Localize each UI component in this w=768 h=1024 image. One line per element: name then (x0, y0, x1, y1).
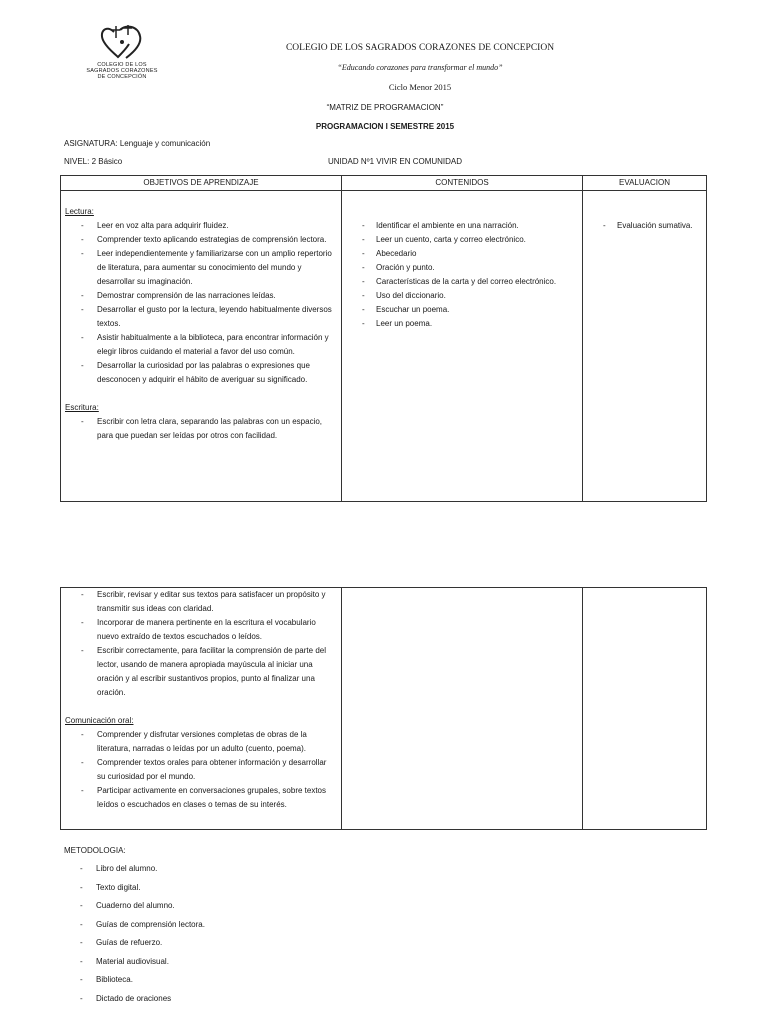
list-item: - Material audiovisual. (80, 957, 205, 976)
subject-label: ASIGNATURA: Lenguaje y comunicación (64, 139, 211, 148)
list-item: - Escribir, revisar y editar sus textos para satisfacer un propósito y transmitir sus ideas con claridad. (61, 588, 341, 616)
oral-heading: Comunicación oral: (65, 716, 134, 725)
table-header-row (61, 176, 707, 191)
objetivos-cell-continued (61, 588, 342, 830)
metodologia-title: METODOLOGIA: (64, 846, 126, 855)
cycle-label: Ciclo Menor 2015 (388, 82, 452, 92)
metodologia-list (80, 864, 205, 1012)
table-row (61, 191, 707, 502)
list-item: - Leer un poema. (358, 317, 582, 331)
list-item: - Uso del diccionario. (358, 289, 582, 303)
list-item: - Biblioteca. (80, 975, 205, 994)
list-item: - Dictado de oraciones (80, 994, 205, 1013)
programming-table (60, 175, 707, 502)
list-item: - Comprender texto aplicando estrategias de comprensión lectora. (61, 233, 341, 247)
list-item: - Identificar el ambiente en una narración. (358, 219, 582, 233)
escritura-heading: Escritura: (65, 403, 99, 412)
list-item: - Leer independientemente y familiarizarse con un amplio repertorio de literatura, para aumentar su conocimiento del mundo y desarrollar su imaginación. (61, 247, 341, 289)
unit-label: UNIDAD Nº1 VIVIR EN COMUNIDAD (328, 157, 463, 166)
level-label: NIVEL: 2 Básico (64, 157, 123, 166)
list-item: - Guías de refuerzo. (80, 938, 205, 957)
list-item: - Texto digital. (80, 883, 205, 902)
evaluacion-cell (583, 191, 707, 502)
matrix-title: “MATRIZ DE PROGRAMACION” (326, 103, 444, 112)
contenidos-cell (342, 191, 583, 502)
school-motto: “Educando corazones para transformar el mundo” (337, 63, 503, 72)
header-objetivos: OBJETIVOS DE APRENDIZAJE (61, 176, 342, 191)
contenidos-list (358, 219, 582, 331)
list-item: - Oración y punto. (358, 261, 582, 275)
list-item: - Escribir con letra clara, separando las palabras con un espacio, para que puedan ser leídas por otros con facilidad. (61, 415, 341, 443)
list-item: - Comprender y disfrutar versiones completas de obras de la literatura, narradas o leídas por un adulto (cuento, poema). (61, 728, 341, 756)
list-item: - Abecedario (358, 247, 582, 261)
hearts-logo-icon (96, 22, 148, 62)
table-row (61, 588, 707, 830)
list-item: - Cuaderno del alumno. (80, 901, 205, 920)
school-name: COLEGIO DE LOS SAGRADOS CORAZONES DE CONCEPCION (285, 43, 555, 53)
school-logo (72, 22, 172, 88)
objetivos-cell (61, 191, 342, 502)
list-item: - Desarrollar la curiosidad por las palabras o expresiones que desconocen y adquirir el hábito de averiguar su significado. (61, 359, 341, 387)
list-item: - Guías de comprensión lectora. (80, 920, 205, 939)
programming-table-continued (60, 587, 707, 830)
escritura-list-continued (61, 588, 341, 700)
lectura-list (61, 219, 341, 387)
logo-line-2: SAGRADOS CORAZONES (86, 68, 158, 74)
list-item: - Libro del alumno. (80, 864, 205, 883)
list-item: - Asistir habitualmente a la biblioteca, para encontrar información y elegir libros cuidando el material a favor del uso común. (61, 331, 341, 359)
logo-line-1: COLEGIO DE LOS (97, 62, 147, 68)
evaluacion-list (599, 219, 706, 233)
list-item: - Participar activamente en conversaciones grupales, sobre textos leídos o escuchados en clases o temas de su interés. (61, 784, 341, 812)
list-item: - Características de la carta y del correo electrónico. (358, 275, 582, 289)
list-item: - Comprender textos orales para obtener información y desarrollar su curiosidad por el mundo. (61, 756, 341, 784)
escritura-list (61, 415, 341, 443)
lectura-heading: Lectura: (65, 207, 94, 216)
list-item: - Escuchar un poema. (358, 303, 582, 317)
header-contenidos: CONTENIDOS (342, 176, 583, 191)
list-item: - Evaluación sumativa. (599, 219, 706, 233)
header-evaluacion: EVALUACION (583, 176, 707, 191)
list-item: - Leer un cuento, carta y correo electrónico. (358, 233, 582, 247)
contenidos-cell-continued (342, 588, 583, 830)
list-item: - Desarrollar el gusto por la lectura, leyendo habitualmente diversos textos. (61, 303, 341, 331)
list-item: - Demostrar comprensión de las narraciones leídas. (61, 289, 341, 303)
evaluacion-cell-continued (583, 588, 707, 830)
list-item: - Incorporar de manera pertinente en la escritura el vocabulario nuevo extraído de textos escuchados o leídos. (61, 616, 341, 644)
program-title: PROGRAMACION I SEMESTRE 2015 (315, 122, 455, 131)
logo-line-3: DE CONCEPCIÓN (97, 74, 147, 80)
list-item: - Leer en voz alta para adquirir fluidez. (61, 219, 341, 233)
list-item: - Escribir correctamente, para facilitar la comprensión de parte del lector, usando de manera apropiada mayúscula al iniciar una oración y al escribir sustantivos propios, punto al finalizar una oración. (61, 644, 341, 700)
oral-list (61, 728, 341, 812)
